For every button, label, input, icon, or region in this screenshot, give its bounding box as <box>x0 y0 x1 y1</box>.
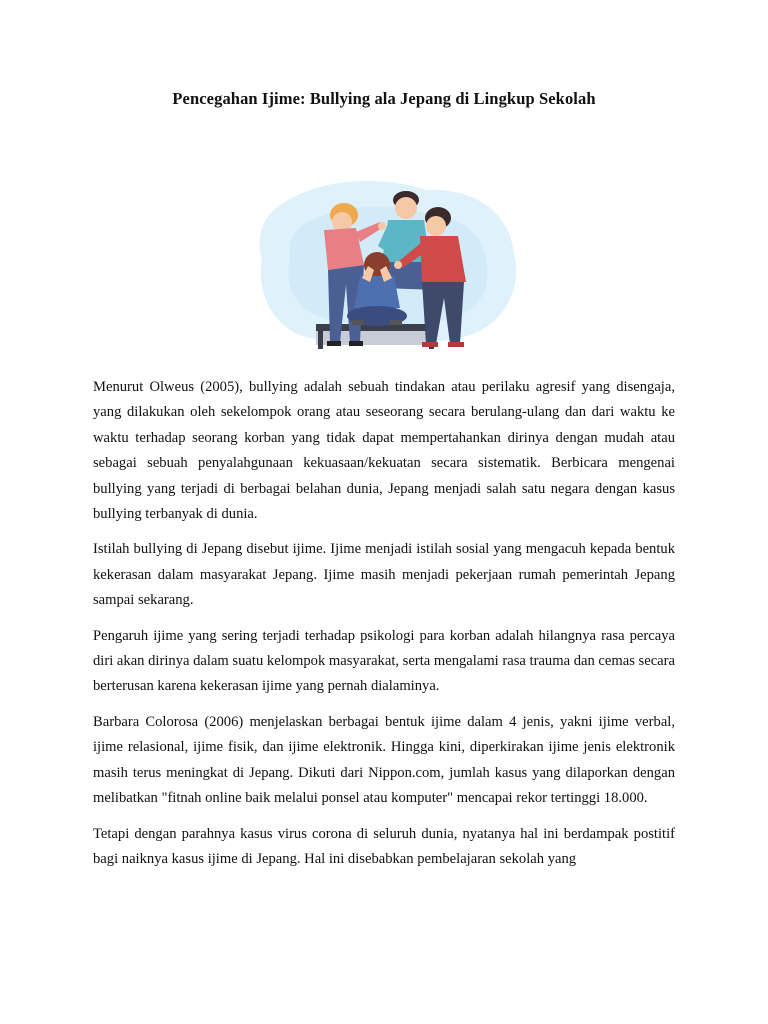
bullying-group-illustration <box>232 170 532 360</box>
paragraph-3: Pengaruh ijime yang sering terjadi terhadap psikologi para korban adalah hilangnya rasa percaya diri akan dirinya dalam suatu kelompok masyarakat, serta mengalami rasa trauma dan cemas secara berterusan karena kekerasan ijime yang pernah dialaminya. <box>93 627 675 695</box>
paragraph-2: Istilah bullying di Jepang disebut ijime. Ijime menjadi istilah sosial yang mengacuh kepada bentuk kekerasan dalam masyarakat Jepang. Ijime masih menjadi pekerjaan rumah pemerintah Jepang sampai sekarang. <box>93 541 675 609</box>
article-body <box>93 375 675 882</box>
bench-leg-left <box>318 331 323 349</box>
document-title: Pencegahan Ijime: Bullying ala Jepang di Lingkup Sekolah <box>172 89 596 108</box>
paragraph-5: Tetapi dengan parahnya kasus virus corona di seluruh dunia, nyatanya hal ini berdampak postitif bagi naiknya kasus ijime di Jepang. Hal ini disebabkan pembelajaran sekolah yang <box>93 825 675 867</box>
illustration-svg <box>232 170 532 360</box>
paragraph-1: Menurut Olweus (2005), bullying adalah sebuah tindakan atau perilaku agresif yang disengaja, yang dilakukan oleh sekelompok orang atau seseorang secara berulang-ulang dan dari waktu ke waktu terhadap seorang korban yang tidak dapat mempertahankan dirinya dengan mudah atau sebagai sebuah penyalahgunaan kekuasaan/kekuatan secara sistematik. Berbicara mengenai bullying yang terjadi di berbagai belahan dunia, Jepang menjadi salah satu negara dengan kasus bullying terbanyak di dunia. <box>93 379 675 523</box>
paragraph-4: Barbara Colorosa (2006) menjelaskan berbagai bentuk ijime dalam 4 jenis, yakni ijime verbal, ijime relasional, ijime fisik, dan ijime elektronik. Hingga kini, diperkirakan ijime jenis elektronik masih terus meningkat di Jepang. Dikuti dari Nippon.com, jumlah kasus yang dilaporkan dengan melibatkan "fitnah online baik melalui ponsel atau komputer" mencapai rekor tertinggi 18.000. <box>93 713 675 807</box>
